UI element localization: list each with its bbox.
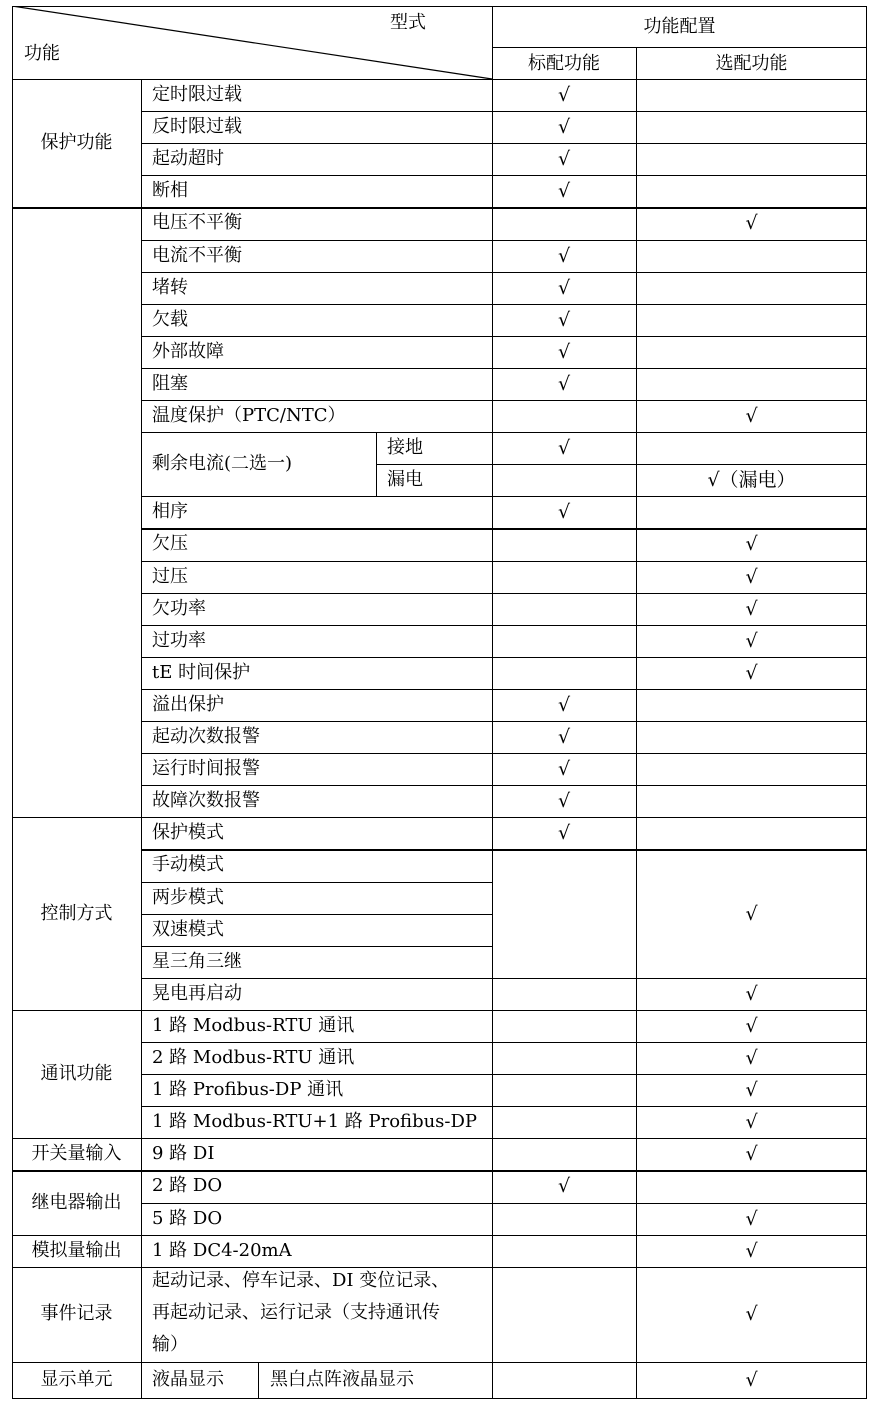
row-label: 1 路 Modbus-RTU+1 路 Profibus-DP [152,1111,478,1133]
group-event: 事件记录 [40,1303,113,1325]
row-line [141,240,867,241]
group-divider [12,817,867,818]
event-record-text: 输） [152,1333,188,1355]
optional-mark: √ [745,405,758,428]
row-label: 电流不平衡 [152,244,242,266]
row-label: 欠功率 [152,597,206,619]
row-label: 手动模式 [152,854,224,876]
row-label: 9 路 DI [152,1143,215,1165]
row-line [141,1042,867,1043]
row-line [141,143,867,144]
row-label: 5 路 DO [152,1207,223,1229]
optional-mark: √ [745,661,758,684]
row-label: 堵转 [152,276,188,298]
row-label: 起动超时 [152,148,224,170]
optional-mark: √（漏电） [707,469,796,492]
standard-mark: √ [557,340,571,363]
row-label: 保护模式 [152,822,224,844]
row-line [141,272,867,273]
standard-mark: √ [557,148,571,171]
optional-mark: √ [745,1239,758,1262]
row-label: 反时限过载 [152,116,242,138]
standard-mark: √ [557,501,571,524]
row-line [141,304,867,305]
display-label: 液晶显示 [152,1368,224,1390]
group-divider [12,1362,867,1363]
row-line [141,336,867,337]
row-line [141,528,867,529]
table-bottom-border [12,1398,867,1399]
row-label: 星三角三继 [152,950,242,972]
row-label: 起动次数报警 [152,726,260,748]
group-column-line [141,79,142,1398]
header-standard: 标配功能 [528,53,600,74]
standard-mark: √ [557,84,571,107]
row-line [141,368,867,369]
row-line [141,785,867,786]
standard-mark: √ [557,276,571,299]
standard-mark: √ [557,790,571,813]
row-label: 过压 [152,565,188,587]
row-line [141,175,867,176]
row-line [141,721,867,722]
row-label: 欠压 [152,533,188,555]
optional-mark: √ [745,629,758,652]
row-label: 双速模式 [152,918,224,940]
row-label: 电压不平衡 [152,212,242,234]
standard-mark: √ [557,372,571,395]
optional-mark: √ [745,533,758,556]
residual-sub-column-line [376,432,377,496]
group-analog: 模拟量输出 [31,1239,122,1261]
header-model: 型式 [390,12,426,33]
row-label: 1 路 Profibus-DP 通讯 [152,1079,344,1101]
row-line [141,882,492,883]
row-label: 过功率 [152,629,206,651]
row-label: tE 时间保护 [152,661,251,683]
row-label: 漏电 [387,469,423,491]
standard-mark: √ [557,308,571,331]
optional-mark: √ [745,982,758,1005]
optional-mark: √ [745,1111,758,1134]
group-divider [12,1267,867,1268]
row-line [141,561,867,562]
row-label: 断相 [152,180,188,202]
group-comm: 通讯功能 [40,1063,113,1085]
group-relay: 继电器输出 [31,1191,122,1213]
standard-mark: √ [557,693,571,716]
group-divider [12,1170,867,1171]
row-label: 欠载 [152,308,188,330]
table-left-border [12,6,13,1399]
row-label: 2 路 Modbus-RTU 通讯 [152,1047,355,1069]
row-line [141,625,867,626]
row-line [141,593,867,594]
optional-mark: √ [745,1143,758,1166]
standard-mark: √ [557,1175,571,1198]
optional-mark: √ [745,1368,758,1391]
standard-mark: √ [557,180,571,203]
control-merged-optional-mark: √ [745,902,758,925]
row-label: 两步模式 [152,886,224,908]
display-detail: 黑白点阵液晶显示 [270,1368,414,1390]
optional-mark: √ [745,565,758,588]
row-line [141,400,867,401]
row-line [141,914,492,915]
row-line [141,1106,867,1107]
header-config: 功能配置 [643,16,716,37]
row-line [141,689,867,690]
row-line [141,496,867,497]
standard-mark: √ [557,116,571,139]
row-line [141,946,492,947]
row-label: 外部故障 [152,340,224,362]
row-line [141,1074,867,1075]
row-line [141,432,867,433]
function-config-table [12,6,867,1398]
standard-mark: √ [557,758,571,781]
row-line [141,111,867,112]
row-label: 阻塞 [152,372,188,394]
row-label: 溢出保护 [152,693,224,715]
header-line [492,47,867,48]
row-label: 定时限过载 [152,84,242,106]
group-divider [12,1010,867,1011]
group-divider [12,1138,867,1139]
row-line [141,657,867,658]
row-label: 温度保护（PTC/NTC） [152,405,346,427]
row-label: 2 路 DO [152,1175,223,1197]
row-line [141,753,867,754]
residual-current-label: 剩余电流(二选一) [152,453,293,475]
row-label: 接地 [387,437,423,459]
group-di: 开关量输入 [31,1143,122,1165]
row-line [141,978,867,979]
standard-mark: √ [557,244,571,267]
table-top-border [12,6,867,7]
event-record-text: 再起动记录、运行记录（支持通讯传 [152,1301,440,1323]
optional-mark: √ [745,1079,758,1102]
display-sub-column-line [258,1362,259,1398]
group-protection: 保护功能 [40,132,113,154]
standard-mark: √ [557,726,571,749]
header-optional: 选配功能 [715,53,788,74]
optional-mark: √ [745,1303,758,1326]
row-line [141,1203,867,1204]
row-label: 故障次数报警 [152,790,260,812]
row-line [376,464,867,465]
group-divider [12,1235,867,1236]
optional-mark: √ [745,1014,758,1037]
group-divider [12,207,867,208]
row-label: 晃电再启动 [152,982,242,1004]
optional-mark: √ [745,212,758,235]
event-record-text: 起动记录、停车记录、DI 变位记录、 [152,1269,450,1291]
standard-mark: √ [557,437,571,460]
optional-mark: √ [745,1047,758,1070]
group-display: 显示单元 [40,1368,113,1390]
row-label: 1 路 DC4-20mA [152,1239,292,1261]
row-label: 1 路 Modbus-RTU 通讯 [152,1014,355,1036]
optional-mark: √ [745,1207,758,1230]
optional-mark: √ [745,597,758,620]
optional-column-line [636,47,637,1398]
header-function: 功能 [24,43,60,64]
group-control: 控制方式 [40,902,113,924]
row-line [141,849,867,850]
row-label: 运行时间报警 [152,758,260,780]
standard-mark: √ [557,822,571,845]
row-label: 相序 [152,501,188,523]
